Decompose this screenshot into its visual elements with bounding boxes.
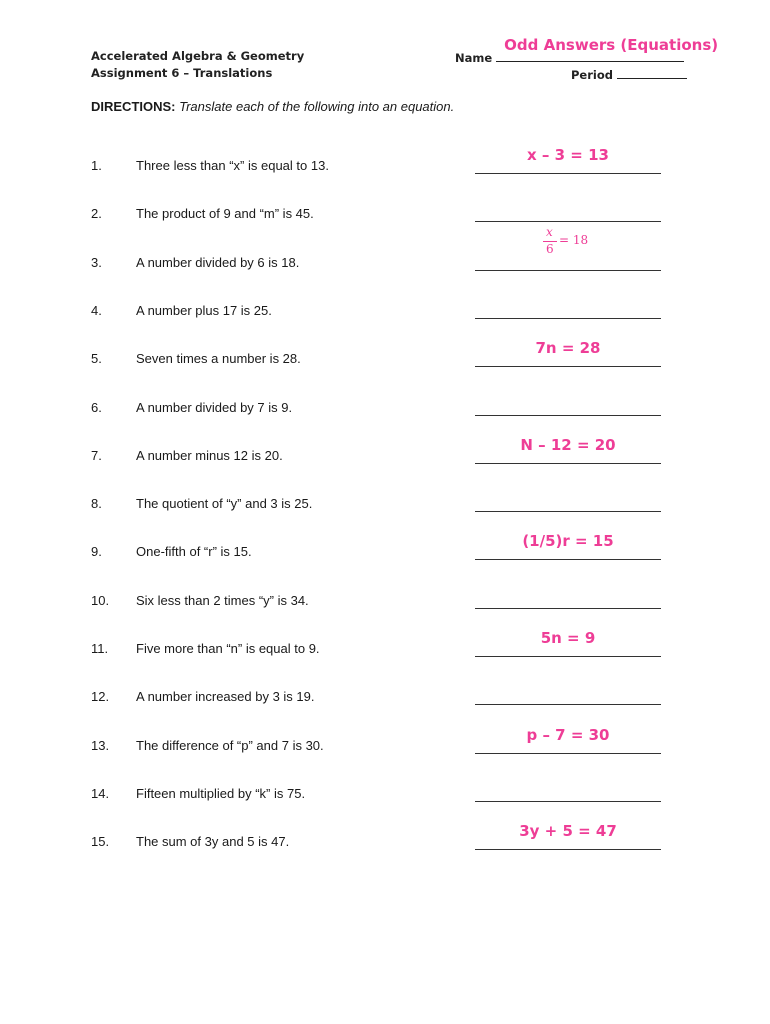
answer-line [475, 366, 661, 367]
question-text: Fifteen multiplied by “k” is 75. [136, 786, 306, 801]
answer-line [475, 318, 661, 319]
question-row [0, 786, 770, 806]
question-number: 7. [91, 448, 102, 463]
question-row [0, 593, 770, 613]
question-text: A number plus 17 is 25. [136, 303, 272, 318]
fraction-denominator: 6 [546, 242, 554, 256]
period-label: Period [571, 68, 613, 82]
question-row [0, 339, 770, 371]
question-number: 5. [91, 351, 102, 366]
question-row [0, 689, 770, 709]
question-row [0, 225, 770, 275]
question-number: 2. [91, 206, 102, 221]
answer-text: p – 7 = 30 [526, 726, 610, 744]
question-number: 8. [91, 496, 102, 511]
course-title: Accelerated Algebra & Geometry [91, 49, 305, 63]
question-number: 10. [91, 593, 110, 608]
answer-line [475, 415, 661, 416]
question-row [0, 400, 770, 420]
assignment-title: Assignment 6 – Translations [91, 66, 273, 80]
question-number: 13. [91, 738, 110, 753]
directions [91, 99, 454, 114]
answer-text: 5n = 9 [540, 629, 596, 647]
fraction-numerator: x [546, 225, 553, 239]
period-field [571, 66, 687, 82]
answer-line [475, 801, 661, 802]
period-line [617, 66, 687, 79]
question-text: The difference of “p” and 7 is 30. [136, 738, 324, 753]
directions-text: Translate each of the following into an equation. [179, 99, 455, 114]
question-number: 14. [91, 786, 110, 801]
question-text: One-fifth of “r” is 15. [136, 544, 252, 559]
question-text: The product of 9 and “m” is 45. [136, 206, 314, 221]
question-number: 1. [91, 158, 102, 173]
answer-line [475, 559, 661, 560]
answer-line [475, 608, 661, 609]
question-text: Five more than “n” is equal to 9. [136, 641, 320, 656]
question-row [0, 726, 770, 758]
question-number: 3. [91, 255, 102, 270]
directions-label: DIRECTIONS: [91, 99, 176, 114]
name-field [455, 36, 719, 65]
question-text: Six less than 2 times “y” is 34. [136, 593, 309, 608]
question-text: Seven times a number is 28. [136, 351, 301, 366]
answer-text: 7n = 28 [535, 339, 601, 357]
question-text: A number divided by 6 is 18. [136, 255, 300, 270]
answer-line [475, 704, 661, 705]
answer-line [475, 173, 661, 174]
question-number: 11. [91, 641, 109, 656]
answer-text: (1/5)r = 15 [522, 532, 614, 550]
question-number: 15. [91, 834, 110, 849]
question-number: 4. [91, 303, 102, 318]
question-row [0, 436, 770, 468]
answer-line [475, 753, 661, 754]
question-text: A number minus 12 is 20. [136, 448, 283, 463]
name-label: Name [455, 51, 493, 65]
question-text: The sum of 3y and 5 is 47. [136, 834, 290, 849]
name-line [496, 36, 719, 62]
question-number: 12. [91, 689, 110, 704]
question-text: Three less than “x” is equal to 13. [136, 158, 329, 173]
question-row [0, 206, 770, 226]
question-row [0, 822, 770, 854]
answer-line [475, 463, 661, 464]
answer-text: 3y + 5 = 47 [519, 822, 617, 840]
answer-line [475, 270, 661, 271]
question-row [0, 532, 770, 564]
question-row [0, 146, 770, 178]
question-row [0, 496, 770, 516]
question-number: 9. [91, 544, 102, 559]
answer-line [475, 221, 661, 222]
question-row [0, 629, 770, 661]
answer-line [475, 656, 661, 657]
question-text: The quotient of “y” and 3 is 25. [136, 496, 313, 511]
question-text: A number divided by 7 is 9. [136, 400, 293, 415]
answer-text: N – 12 = 20 [520, 436, 616, 454]
question-number: 6. [91, 400, 102, 415]
question-text: A number increased by 3 is 19. [136, 689, 315, 704]
answer-text: x – 3 = 13 [527, 146, 609, 164]
name-value: Odd Answers (Equations) [504, 36, 719, 54]
answer-line [475, 511, 661, 512]
fraction-rhs: = 18 [559, 233, 589, 247]
question-row [0, 303, 770, 323]
answer-line [475, 849, 661, 850]
